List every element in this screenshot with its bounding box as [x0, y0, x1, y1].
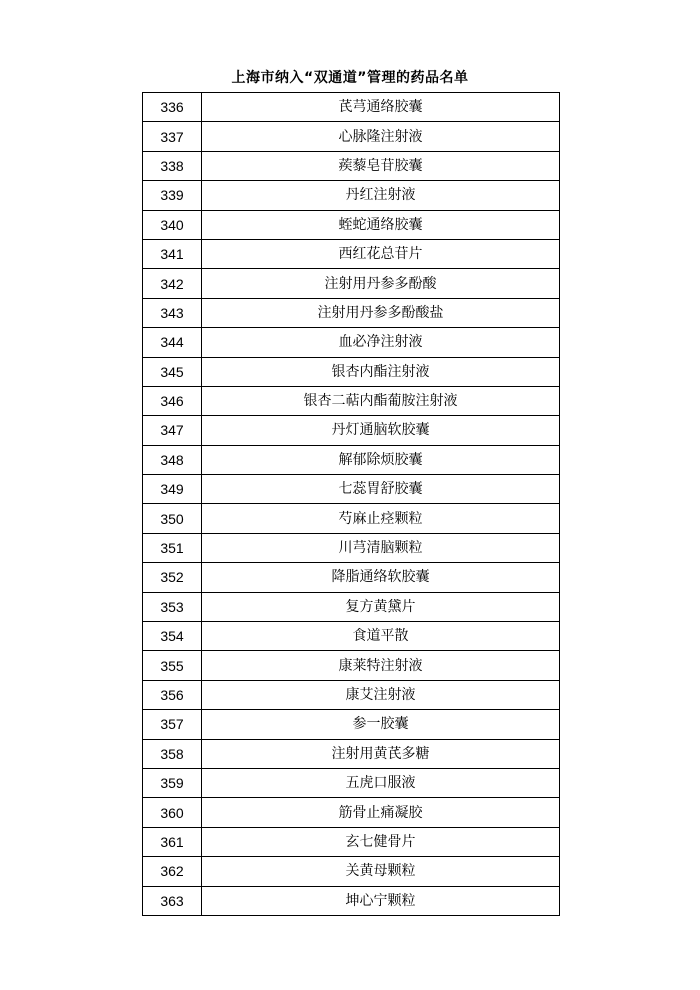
row-number: 345: [143, 357, 202, 386]
drug-name: 康莱特注射液: [202, 651, 560, 680]
drug-name: 坤心宁颗粒: [202, 886, 560, 915]
row-number: 358: [143, 739, 202, 768]
row-number: 354: [143, 622, 202, 651]
drug-name: 银杏内酯注射液: [202, 357, 560, 386]
drug-name: 筋骨止痛凝胶: [202, 798, 560, 827]
row-number: 348: [143, 445, 202, 474]
table-row: [143, 533, 560, 562]
row-number: 340: [143, 210, 202, 239]
drug-name: 血必净注射液: [202, 328, 560, 357]
table-row: [143, 886, 560, 915]
table-row: [143, 93, 560, 122]
table-row: [143, 680, 560, 709]
row-number: 363: [143, 886, 202, 915]
drug-name: 蛭蛇通络胶囊: [202, 210, 560, 239]
table-row: [143, 122, 560, 151]
table-row: [143, 592, 560, 621]
document-title: 上海市纳入“双通道”管理的药品名单: [231, 70, 469, 86]
row-number: 352: [143, 563, 202, 592]
table-row: [143, 563, 560, 592]
table-row: [143, 622, 560, 651]
row-number: 342: [143, 269, 202, 298]
row-number: 361: [143, 827, 202, 856]
drug-name: 银杏二萜内酯葡胺注射液: [202, 386, 560, 415]
drug-name: 玄七健骨片: [202, 827, 560, 856]
table-row: [143, 328, 560, 357]
row-number: 359: [143, 768, 202, 797]
drug-name: 复方黄黛片: [202, 592, 560, 621]
drug-name: 西红花总苷片: [202, 239, 560, 268]
table-row: [143, 710, 560, 739]
table-row: [143, 504, 560, 533]
table-row: [143, 798, 560, 827]
drug-name: 丹灯通脑软胶囊: [202, 416, 560, 445]
row-number: 351: [143, 533, 202, 562]
row-number: 344: [143, 328, 202, 357]
table-row: [143, 151, 560, 180]
drug-name: 康艾注射液: [202, 680, 560, 709]
table-row: [143, 357, 560, 386]
drug-name: 七蕊胃舒胶囊: [202, 475, 560, 504]
row-number: 336: [143, 93, 202, 122]
row-number: 355: [143, 651, 202, 680]
table-row: [143, 386, 560, 415]
row-number: 343: [143, 298, 202, 327]
table-row: [143, 210, 560, 239]
table-row: [143, 475, 560, 504]
table-row: [143, 857, 560, 886]
row-number: 357: [143, 710, 202, 739]
drug-name: 心脉隆注射液: [202, 122, 560, 151]
row-number: 362: [143, 857, 202, 886]
drug-name: 注射用黄芪多糖: [202, 739, 560, 768]
table-row: [143, 768, 560, 797]
drug-name: 注射用丹参多酚酸: [202, 269, 560, 298]
row-number: 360: [143, 798, 202, 827]
table-row: [143, 269, 560, 298]
drug-name: 芪芎通络胶囊: [202, 93, 560, 122]
drug-name: 解郁除烦胶囊: [202, 445, 560, 474]
table-row: [143, 651, 560, 680]
drug-name: 川芎清脑颗粒: [202, 533, 560, 562]
row-number: 337: [143, 122, 202, 151]
drug-name: 降脂通络软胶囊: [202, 563, 560, 592]
drug-list-table: [142, 92, 560, 916]
table-row: [143, 298, 560, 327]
row-number: 341: [143, 239, 202, 268]
drug-name: 关黄母颗粒: [202, 857, 560, 886]
row-number: 339: [143, 181, 202, 210]
table-row: [143, 181, 560, 210]
table-row: [143, 416, 560, 445]
drug-list-body: [143, 93, 560, 916]
row-number: 349: [143, 475, 202, 504]
drug-name: 注射用丹参多酚酸盐: [202, 298, 560, 327]
drug-name: 食道平散: [202, 622, 560, 651]
drug-name: 丹红注射液: [202, 181, 560, 210]
drug-name: 芍麻止痉颗粒: [202, 504, 560, 533]
row-number: 338: [143, 151, 202, 180]
row-number: 350: [143, 504, 202, 533]
row-number: 347: [143, 416, 202, 445]
row-number: 353: [143, 592, 202, 621]
table-row: [143, 239, 560, 268]
table-row: [143, 739, 560, 768]
drug-name: 参一胶囊: [202, 710, 560, 739]
drug-name: 蒺藜皂苷胶囊: [202, 151, 560, 180]
row-number: 356: [143, 680, 202, 709]
drug-name: 五虎口服液: [202, 768, 560, 797]
row-number: 346: [143, 386, 202, 415]
table-row: [143, 445, 560, 474]
table-row: [143, 827, 560, 856]
